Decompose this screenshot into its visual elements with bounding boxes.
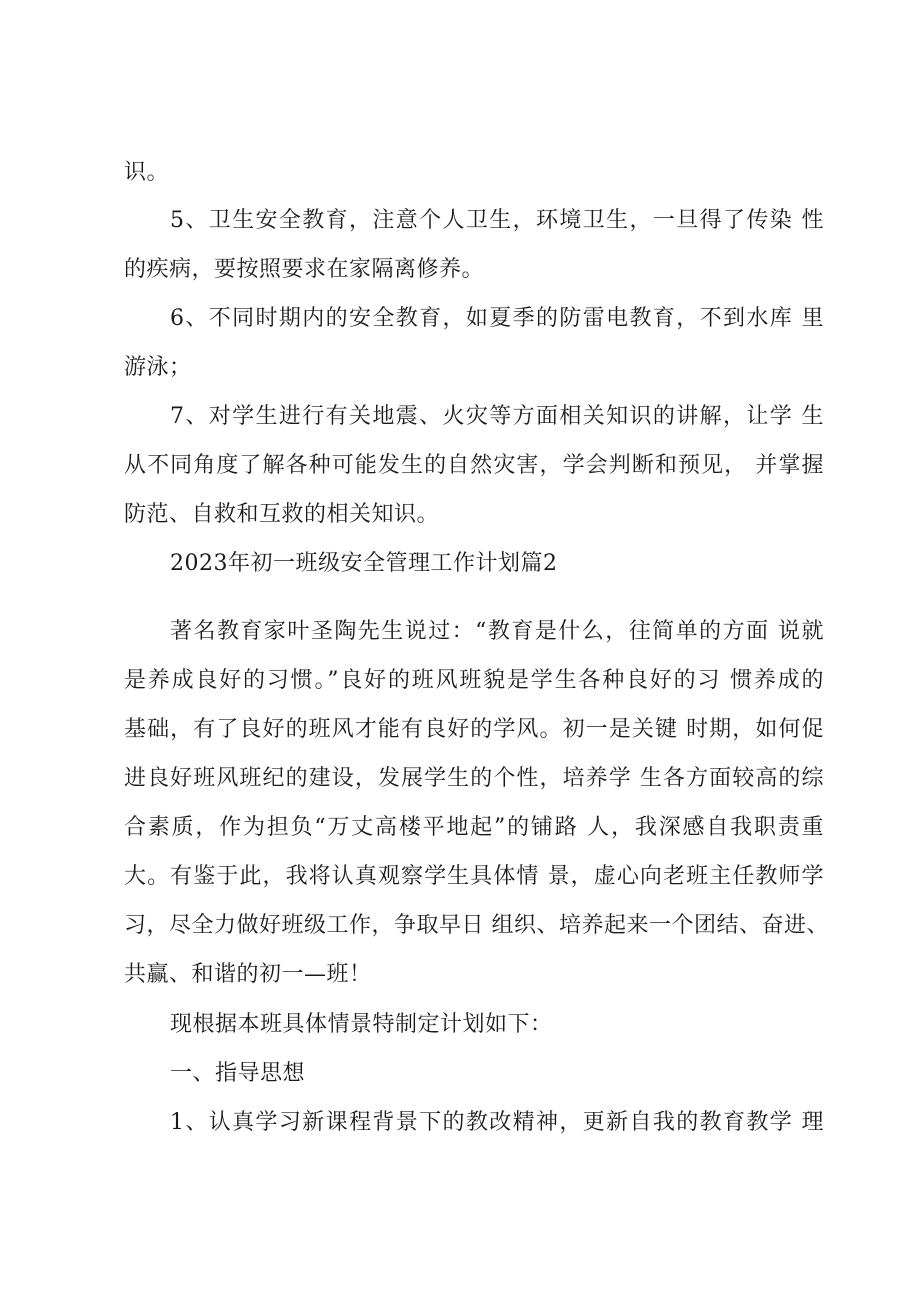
paragraph-line-8: 共赢、和谐的初一—班！: [124, 962, 372, 987]
paragraph-line-3: 基础，有了良好的班风才能有良好的学风。初一是关键 时期，如何促: [124, 717, 824, 742]
guideline-item-1: 1、认真学习新课程背景下的教改精神，更新自我的教育教学 理: [170, 1110, 824, 1135]
plan-intro: 现根据本班具体情景特制定计划如下：: [170, 1012, 553, 1037]
list-item-7-line-1: 7、对学生进行有关地震、火灾等方面相关知识的讲解，让学 生: [170, 404, 824, 429]
list-item-5-line-2: 的疾病，要按照要求在家隔离修养。: [124, 257, 485, 282]
paragraph-line-6: 大。有鉴于此，我将认真观察学生具体情 景，虚心向老班主任教师学: [124, 864, 824, 889]
paragraph-line-5: 合素质，作为担负“万丈高楼平地起”的铺路 人，我深感自我职责重: [124, 815, 824, 840]
list-item-6-line-2: 游泳；: [124, 355, 192, 380]
text-line-1: 识。: [124, 160, 170, 185]
paragraph-line-7: 习，尽全力做好班级工作，争取早日 组织、培养起来一个团结、奋进、: [124, 913, 829, 938]
list-item-6-line-1: 6、不同时期内的安全教育，如夏季的防雷电教育，不到水库 里: [170, 306, 824, 331]
list-item-7-line-2: 从不同角度了解各种可能发生的自然灾害，学会判断和预见， 并掌握: [124, 453, 824, 478]
section-heading: 2023年初一班级安全管理工作计划篇2: [170, 551, 558, 576]
paragraph-line-2: 是养成良好的习惯。”良好的班风班貌是学生各种良好的习 惯养成的: [124, 668, 824, 693]
paragraph-line-1: 著名教育家叶圣陶先生说过：“教育是什么，往简单的方面 说就: [170, 619, 824, 644]
subsection-heading: 一、指导思想: [170, 1061, 306, 1086]
list-item-5-line-1: 5、卫生安全教育，注意个人卫生，环境卫生，一旦得了传染 性: [170, 208, 824, 233]
paragraph-line-4: 进良好班风班纪的建设，发展学生的个性，培养学 生各方面较高的综: [124, 766, 824, 791]
list-item-7-line-3: 防范、自救和互救的相关知识。: [124, 502, 440, 527]
